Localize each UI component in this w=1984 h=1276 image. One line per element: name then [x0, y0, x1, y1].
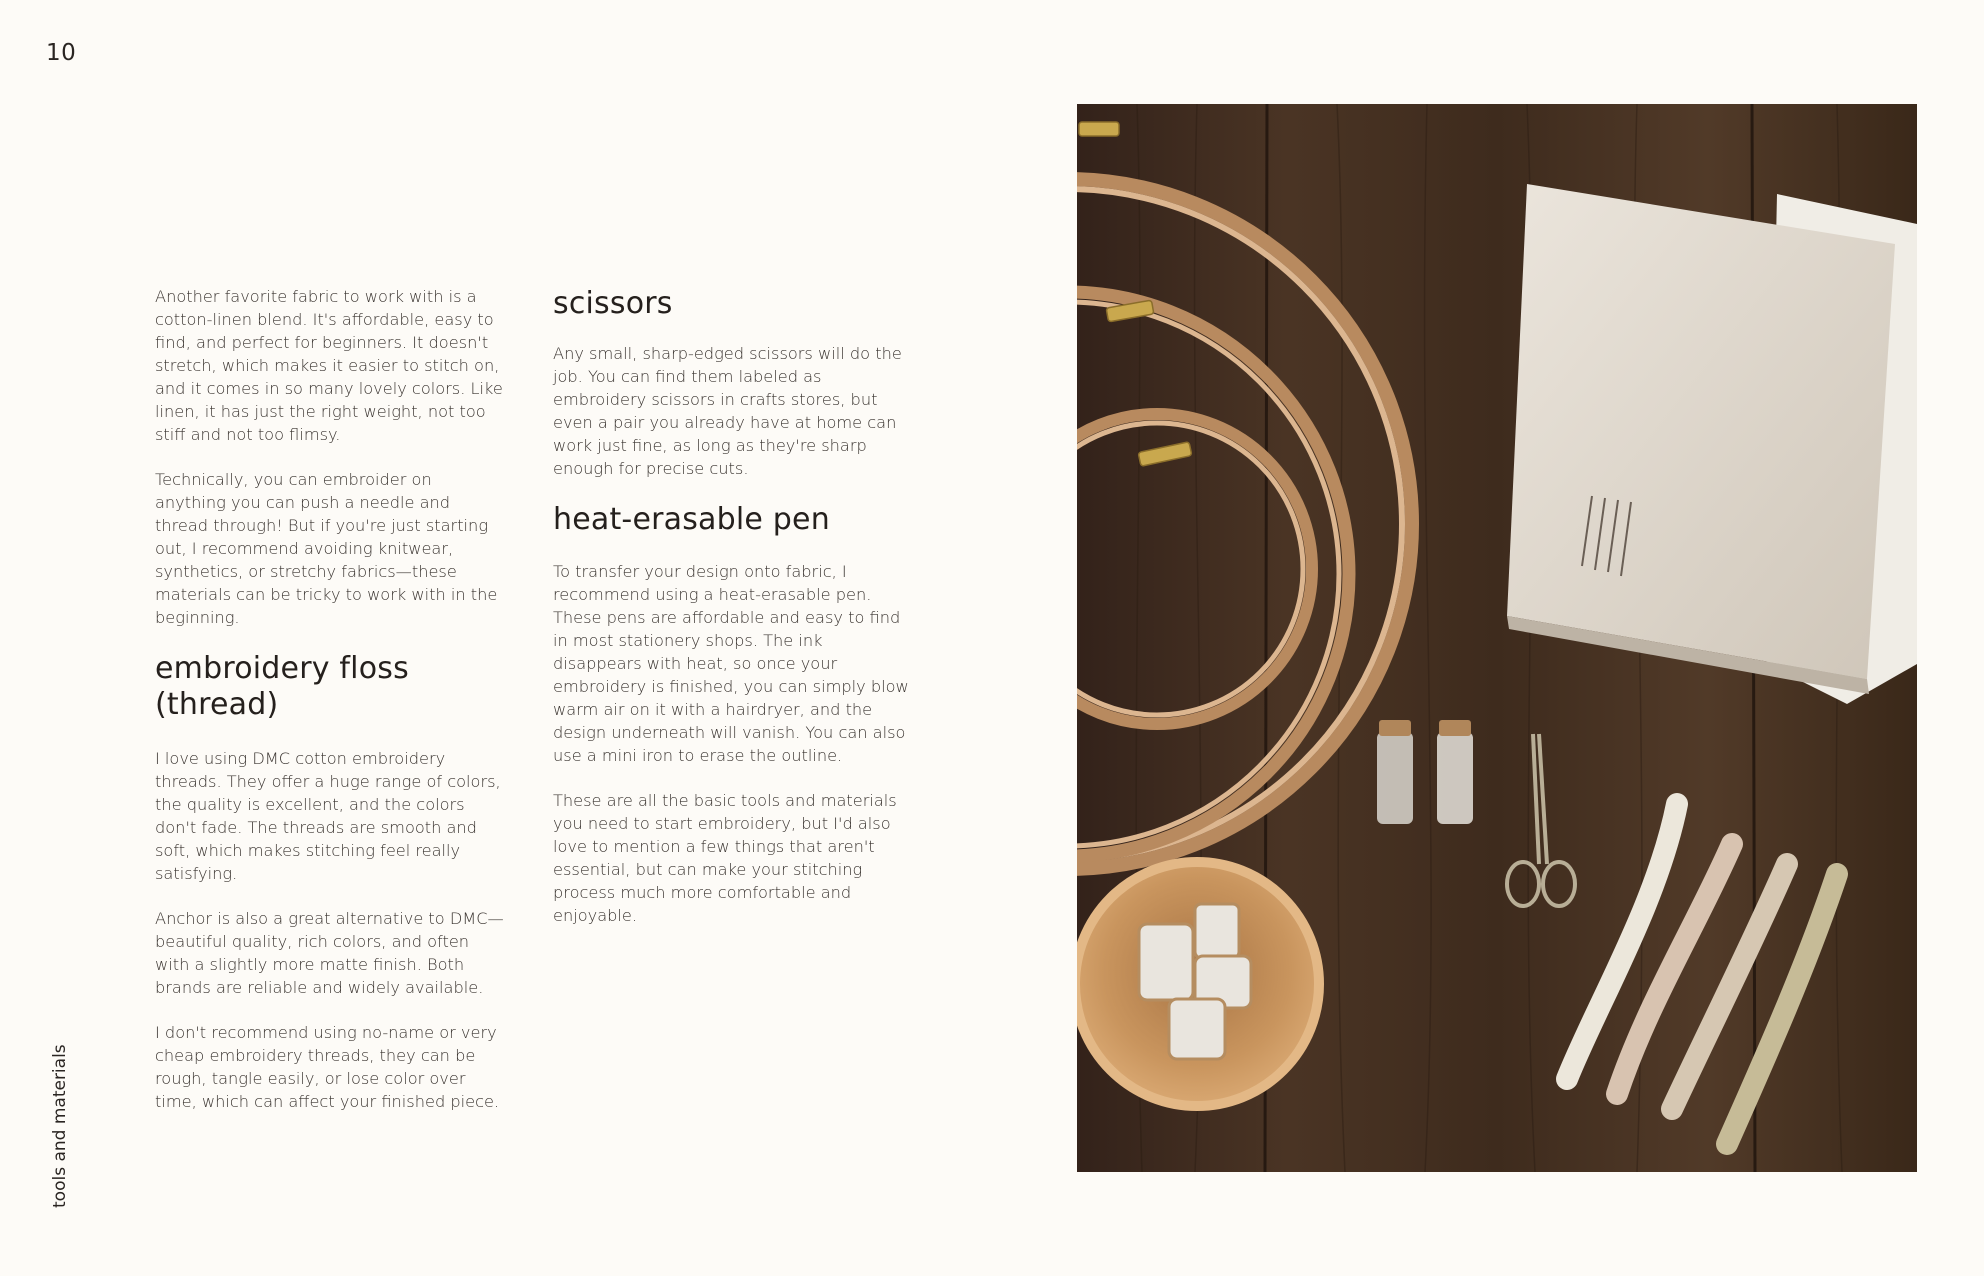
heading-embroidery-floss: embroidery floss (thread) — [155, 651, 409, 722]
section-label: tools and materials — [50, 1044, 70, 1208]
paragraph-dmc: I love using DMC cotton embroidery threads. They offer a huge range of colors, the quality is excellent, and the colors don't fade. The threads are smooth and soft, which makes stitching feel really satisfying. — [155, 749, 501, 883]
page-number: 10 — [46, 40, 77, 66]
left-text-column — [155, 285, 507, 1135]
tools-photo-illustration — [1077, 104, 1917, 1172]
heading-scissors: scissors — [553, 286, 673, 321]
paragraph-no-name: I don't recommend using no-name or very cheap embroidery threads, they can be rough, tangle easily, or lose color over time, which can affect your finished piece. — [155, 1023, 500, 1111]
paragraph-anchor: Anchor is also a great alternative to DMC—beautiful quality, rich colors, and often with a slightly more matte finish. Both brands are reliable and widely available. — [155, 909, 504, 997]
middle-text-column — [553, 286, 915, 949]
heading-heat-erasable-pen: heat-erasable pen — [553, 502, 830, 537]
paragraph-pen: To transfer your design onto fabric, I recommend using a heat-erasable pen. These pens are affordable and easy to find in most stationery shops. The ink disappears with heat, so once your embroidery is finished, you can simply blow warm air on it with a hairdryer, and the design underneath will vanish. You can also use a mini iron to erase the outline. — [553, 562, 909, 765]
tools-photo — [1077, 104, 1917, 1172]
paragraph-cotton-linen: Another favorite fabric to work with is a cotton-linen blend. It's affordable, easy to find, and perfect for beginners. It doesn't stretch, which makes it easier to stitch on, and it comes in so many lovely colors. Like linen, it has just the right weight, not too stiff and not too flimsy. — [155, 287, 503, 444]
paragraph-scissors: Any small, sharp-edged scissors will do the job. You can find them labeled as embroidery scissors in crafts stores, but even a pair you already have at home can work just fine, as long as they're sharp enough for precise cuts. — [553, 344, 902, 478]
folded-fabric — [1507, 184, 1917, 704]
paragraph-closing: These are all the basic tools and materials you need to start embroidery, but I'd also love to mention a few things that aren't essential, but can make your stitching process much more comfortable and enjoyable. — [553, 791, 897, 925]
paragraph-technically: Technically, you can embroider on anything you can push a needle and thread through! But if you're just starting out, I recommend avoiding knitwear, synthetics, or stretchy fabrics—these materials can be tricky to work with in the beginning. — [155, 470, 498, 627]
wooden-bowl-spools — [1077, 862, 1319, 1106]
